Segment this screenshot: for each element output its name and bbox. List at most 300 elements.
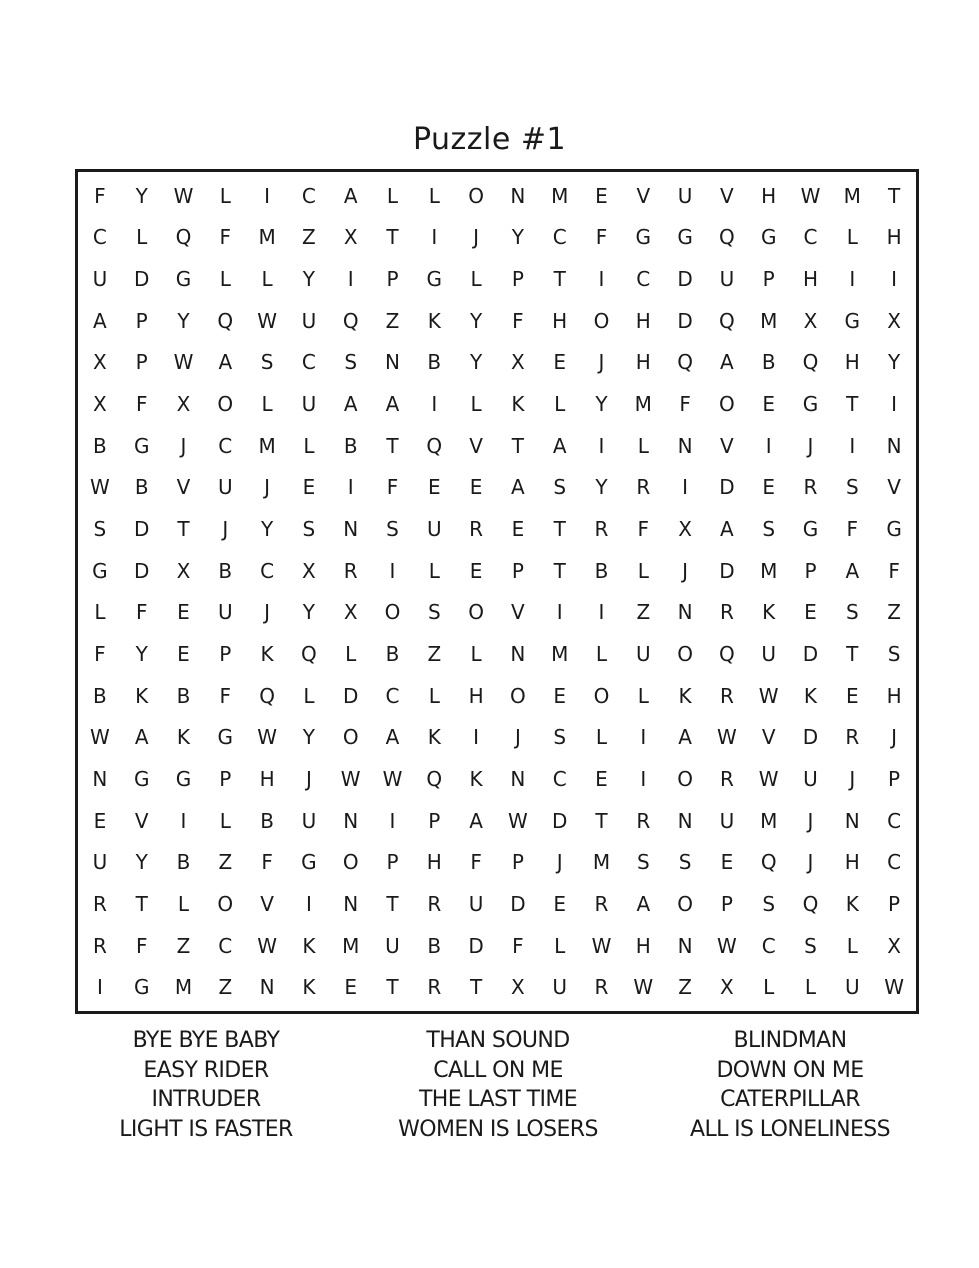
grid-cell[interactable]: G bbox=[635, 225, 652, 250]
grid-cell[interactable]: W bbox=[173, 183, 194, 208]
grid-cell[interactable]: X bbox=[720, 975, 734, 1000]
grid-cell[interactable]: K bbox=[135, 683, 149, 708]
grid-cell[interactable]: F bbox=[219, 683, 232, 708]
grid-cell[interactable]: Y bbox=[887, 350, 901, 375]
grid-cell[interactable]: J bbox=[682, 558, 689, 583]
grid-cell[interactable]: N bbox=[343, 891, 359, 916]
grid-cell[interactable]: P bbox=[428, 808, 441, 833]
grid-cell[interactable]: O bbox=[468, 600, 484, 625]
grid-cell[interactable]: L bbox=[846, 225, 858, 250]
grid-cell[interactable]: M bbox=[760, 808, 778, 833]
grid-cell[interactable]: E bbox=[762, 475, 776, 500]
grid-cell[interactable]: R bbox=[427, 891, 442, 916]
grid-cell[interactable]: Q bbox=[719, 308, 735, 333]
grid-cell[interactable]: V bbox=[761, 725, 776, 750]
grid-cell[interactable]: C bbox=[301, 350, 316, 375]
grid-cell[interactable]: X bbox=[176, 558, 191, 583]
grid-cell[interactable]: U bbox=[92, 267, 108, 292]
grid-cell[interactable]: I bbox=[556, 600, 563, 625]
grid-cell[interactable]: X bbox=[887, 308, 901, 333]
grid-cell[interactable]: P bbox=[219, 641, 232, 666]
grid-cell[interactable]: I bbox=[96, 975, 103, 1000]
grid-cell[interactable]: E bbox=[595, 183, 608, 208]
grid-cell[interactable]: A bbox=[469, 808, 483, 833]
grid-cell[interactable]: E bbox=[720, 850, 734, 875]
grid-cell[interactable]: R bbox=[719, 766, 734, 791]
grid-cell[interactable]: U bbox=[426, 517, 442, 542]
grid-cell[interactable]: L bbox=[345, 641, 357, 666]
grid-cell[interactable]: J bbox=[180, 433, 187, 458]
grid-cell[interactable]: D bbox=[802, 725, 819, 750]
grid-cell[interactable]: K bbox=[762, 600, 776, 625]
grid-cell[interactable]: I bbox=[891, 392, 898, 417]
grid-cell[interactable]: G bbox=[133, 433, 150, 458]
grid-cell[interactable]: G bbox=[133, 975, 150, 1000]
grid-cell[interactable]: L bbox=[177, 891, 190, 916]
grid-cell[interactable]: H bbox=[635, 350, 651, 375]
grid-cell[interactable]: W bbox=[633, 975, 654, 1000]
grid-cell[interactable]: U bbox=[552, 975, 568, 1000]
grid-cell[interactable]: D bbox=[133, 517, 150, 542]
grid-cell[interactable]: I bbox=[431, 392, 438, 417]
grid-cell[interactable]: C bbox=[803, 225, 818, 250]
grid-cell[interactable]: B bbox=[93, 433, 107, 458]
grid-cell[interactable]: R bbox=[636, 475, 651, 500]
grid-cell[interactable]: L bbox=[219, 267, 231, 292]
grid-cell[interactable]: J bbox=[807, 433, 814, 458]
grid-cell[interactable]: N bbox=[510, 641, 526, 666]
grid-cell[interactable]: L bbox=[846, 933, 858, 958]
grid-cell[interactable]: T bbox=[553, 267, 566, 292]
grid-cell[interactable]: I bbox=[473, 725, 480, 750]
grid-cell[interactable]: O bbox=[217, 891, 234, 916]
grid-cell[interactable]: G bbox=[133, 766, 150, 791]
grid-cell[interactable]: J bbox=[891, 725, 898, 750]
grid-cell[interactable]: D bbox=[677, 267, 693, 292]
grid-cell[interactable]: H bbox=[468, 683, 484, 708]
grid-cell[interactable]: R bbox=[92, 933, 107, 958]
grid-cell[interactable]: F bbox=[679, 392, 691, 417]
grid-cell[interactable]: S bbox=[302, 517, 316, 542]
grid-cell[interactable]: O bbox=[677, 641, 693, 666]
grid-cell[interactable]: N bbox=[677, 433, 693, 458]
grid-cell[interactable]: E bbox=[177, 641, 190, 666]
grid-cell[interactable]: S bbox=[386, 517, 399, 542]
grid-cell[interactable]: L bbox=[428, 558, 440, 583]
grid-cell[interactable]: I bbox=[765, 433, 772, 458]
grid-cell[interactable]: T bbox=[595, 808, 608, 833]
grid-cell[interactable]: X bbox=[887, 933, 901, 958]
grid-cell[interactable]: R bbox=[469, 517, 484, 542]
grid-cell[interactable]: M bbox=[258, 225, 276, 250]
grid-cell[interactable]: M bbox=[634, 392, 652, 417]
grid-cell[interactable]: R bbox=[636, 808, 651, 833]
grid-cell[interactable]: V bbox=[469, 433, 483, 458]
grid-cell[interactable]: F bbox=[135, 600, 148, 625]
grid-cell[interactable]: A bbox=[511, 475, 525, 500]
grid-cell[interactable]: Y bbox=[595, 392, 608, 417]
grid-cell[interactable]: F bbox=[512, 933, 524, 958]
grid-cell[interactable]: L bbox=[595, 641, 608, 666]
grid-cell[interactable]: F bbox=[637, 517, 650, 542]
grid-cell[interactable]: F bbox=[219, 225, 232, 250]
grid-cell[interactable]: W bbox=[173, 350, 194, 375]
grid-cell[interactable]: K bbox=[845, 891, 859, 916]
grid-cell[interactable]: I bbox=[347, 475, 354, 500]
grid-cell[interactable]: L bbox=[428, 683, 440, 708]
grid-cell[interactable]: T bbox=[386, 975, 399, 1000]
grid-cell[interactable]: D bbox=[719, 558, 735, 583]
grid-cell[interactable]: F bbox=[470, 850, 482, 875]
grid-cell[interactable]: O bbox=[510, 683, 526, 708]
grid-cell[interactable]: Q bbox=[426, 766, 443, 791]
grid-cell[interactable]: Q bbox=[301, 641, 317, 666]
grid-cell[interactable]: U bbox=[803, 766, 818, 791]
grid-cell[interactable]: I bbox=[849, 267, 856, 292]
grid-cell[interactable]: W bbox=[508, 808, 528, 833]
grid-cell[interactable]: M bbox=[760, 558, 778, 583]
grid-cell[interactable]: T bbox=[887, 183, 901, 208]
grid-cell[interactable]: V bbox=[134, 808, 149, 833]
grid-cell[interactable]: A bbox=[134, 725, 149, 750]
grid-cell[interactable]: L bbox=[94, 600, 106, 625]
grid-cell[interactable]: G bbox=[217, 725, 234, 750]
grid-cell[interactable]: R bbox=[845, 725, 860, 750]
grid-cell[interactable]: T bbox=[386, 433, 399, 458]
grid-cell[interactable]: N bbox=[510, 766, 526, 791]
grid-cell[interactable]: F bbox=[261, 850, 273, 875]
grid-cell[interactable]: S bbox=[678, 850, 692, 875]
grid-cell[interactable]: A bbox=[552, 433, 567, 458]
grid-cell[interactable]: M bbox=[342, 933, 360, 958]
grid-cell[interactable]: H bbox=[552, 308, 568, 333]
grid-cell[interactable]: G bbox=[92, 558, 108, 583]
grid-cell[interactable]: G bbox=[426, 267, 443, 292]
grid-cell[interactable]: L bbox=[470, 267, 482, 292]
grid-cell[interactable]: G bbox=[844, 308, 861, 333]
grid-cell[interactable]: P bbox=[511, 558, 524, 583]
grid-cell[interactable]: F bbox=[595, 225, 608, 250]
grid-cell[interactable]: N bbox=[677, 600, 693, 625]
grid-cell[interactable]: I bbox=[305, 891, 312, 916]
grid-cell[interactable]: M bbox=[760, 308, 778, 333]
grid-cell[interactable]: Z bbox=[176, 933, 191, 958]
grid-cell[interactable]: F bbox=[846, 517, 859, 542]
grid-cell[interactable]: S bbox=[636, 850, 650, 875]
grid-cell[interactable]: R bbox=[594, 975, 609, 1000]
grid-cell[interactable]: E bbox=[804, 600, 817, 625]
grid-cell[interactable]: Z bbox=[678, 975, 692, 1000]
grid-cell[interactable]: P bbox=[888, 766, 901, 791]
grid-cell[interactable]: O bbox=[593, 308, 610, 333]
grid-cell[interactable]: X bbox=[511, 350, 525, 375]
grid-cell[interactable]: W bbox=[758, 683, 779, 708]
grid-cell[interactable]: A bbox=[720, 350, 734, 375]
grid-cell[interactable]: B bbox=[134, 475, 149, 500]
grid-cell[interactable]: Y bbox=[302, 600, 315, 625]
grid-cell[interactable]: O bbox=[342, 725, 359, 750]
grid-cell[interactable]: Y bbox=[469, 308, 483, 333]
grid-cell[interactable]: Y bbox=[135, 641, 148, 666]
grid-cell[interactable]: V bbox=[176, 475, 191, 500]
grid-cell[interactable]: J bbox=[598, 350, 605, 375]
grid-cell[interactable]: Y bbox=[177, 308, 190, 333]
grid-cell[interactable]: O bbox=[677, 891, 693, 916]
grid-cell[interactable]: L bbox=[303, 433, 315, 458]
grid-cell[interactable]: Q bbox=[719, 225, 735, 250]
grid-cell[interactable]: X bbox=[93, 350, 107, 375]
grid-cell[interactable]: K bbox=[260, 641, 274, 666]
grid-cell[interactable]: G bbox=[175, 267, 192, 292]
grid-cell[interactable]: O bbox=[217, 392, 234, 417]
grid-cell[interactable]: I bbox=[389, 558, 396, 583]
grid-cell[interactable]: B bbox=[93, 683, 107, 708]
grid-cell[interactable]: J bbox=[849, 766, 856, 791]
grid-cell[interactable]: L bbox=[261, 392, 273, 417]
grid-cell[interactable]: W bbox=[591, 933, 612, 958]
grid-cell[interactable]: J bbox=[222, 517, 229, 542]
grid-cell[interactable]: R bbox=[594, 891, 609, 916]
grid-cell[interactable]: V bbox=[720, 433, 734, 458]
grid-cell[interactable]: Y bbox=[302, 267, 315, 292]
grid-cell[interactable]: D bbox=[719, 475, 735, 500]
grid-cell[interactable]: U bbox=[677, 183, 693, 208]
grid-cell[interactable]: U bbox=[719, 267, 735, 292]
grid-cell[interactable]: I bbox=[640, 766, 647, 791]
grid-cell[interactable]: T bbox=[846, 641, 859, 666]
grid-cell[interactable]: L bbox=[637, 433, 649, 458]
grid-cell[interactable]: E bbox=[845, 683, 859, 708]
grid-cell[interactable]: E bbox=[595, 766, 608, 791]
grid-cell[interactable]: K bbox=[427, 725, 441, 750]
grid-cell[interactable]: D bbox=[677, 308, 693, 333]
grid-cell[interactable]: Q bbox=[217, 308, 234, 333]
grid-cell[interactable]: F bbox=[386, 475, 399, 500]
grid-cell[interactable]: Q bbox=[719, 641, 735, 666]
grid-cell[interactable]: O bbox=[342, 850, 359, 875]
grid-cell[interactable]: G bbox=[886, 517, 902, 542]
grid-cell[interactable]: A bbox=[93, 308, 107, 333]
grid-cell[interactable]: S bbox=[93, 517, 107, 542]
grid-cell[interactable]: M bbox=[592, 850, 611, 875]
grid-cell[interactable]: P bbox=[135, 350, 148, 375]
grid-cell[interactable]: X bbox=[678, 517, 692, 542]
grid-cell[interactable]: X bbox=[176, 392, 191, 417]
grid-cell[interactable]: U bbox=[301, 808, 317, 833]
grid-cell[interactable]: N bbox=[92, 766, 108, 791]
grid-cell[interactable]: N bbox=[343, 808, 359, 833]
grid-cell[interactable]: C bbox=[552, 766, 567, 791]
grid-cell[interactable]: F bbox=[135, 933, 148, 958]
grid-cell[interactable]: U bbox=[761, 641, 777, 666]
grid-cell[interactable]: S bbox=[804, 933, 817, 958]
grid-cell[interactable]: C bbox=[552, 225, 567, 250]
grid-cell[interactable]: B bbox=[427, 933, 442, 958]
grid-cell[interactable]: S bbox=[845, 475, 859, 500]
grid-cell[interactable]: R bbox=[343, 558, 358, 583]
grid-cell[interactable]: I bbox=[431, 225, 438, 250]
grid-cell[interactable]: Y bbox=[302, 725, 315, 750]
grid-cell[interactable]: E bbox=[511, 517, 525, 542]
grid-cell[interactable]: I bbox=[180, 808, 187, 833]
grid-cell[interactable]: P bbox=[386, 267, 399, 292]
grid-cell[interactable]: Z bbox=[385, 308, 400, 333]
grid-cell[interactable]: G bbox=[175, 766, 192, 791]
grid-cell[interactable]: O bbox=[384, 600, 401, 625]
grid-cell[interactable]: I bbox=[598, 267, 605, 292]
grid-cell[interactable]: A bbox=[385, 725, 400, 750]
grid-cell[interactable]: U bbox=[635, 641, 651, 666]
grid-cell[interactable]: L bbox=[428, 183, 440, 208]
grid-cell[interactable]: N bbox=[844, 808, 860, 833]
grid-cell[interactable]: M bbox=[551, 183, 569, 208]
grid-cell[interactable]: U bbox=[301, 392, 317, 417]
grid-cell[interactable]: F bbox=[135, 392, 148, 417]
grid-cell[interactable]: L bbox=[470, 392, 482, 417]
grid-cell[interactable]: E bbox=[344, 975, 358, 1000]
grid-cell[interactable]: Y bbox=[469, 350, 483, 375]
grid-cell[interactable]: K bbox=[302, 933, 316, 958]
grid-cell[interactable]: U bbox=[92, 850, 108, 875]
grid-cell[interactable]: T bbox=[469, 975, 483, 1000]
grid-cell[interactable]: Y bbox=[511, 225, 524, 250]
grid-cell[interactable]: C bbox=[385, 683, 400, 708]
grid-cell[interactable]: W bbox=[884, 975, 904, 1000]
grid-cell[interactable]: P bbox=[135, 308, 148, 333]
grid-cell[interactable]: S bbox=[845, 600, 859, 625]
grid-cell[interactable]: U bbox=[385, 933, 400, 958]
grid-cell[interactable]: L bbox=[595, 725, 608, 750]
grid-cell[interactable]: Z bbox=[636, 600, 651, 625]
grid-cell[interactable]: S bbox=[553, 475, 567, 500]
grid-cell[interactable]: S bbox=[762, 517, 776, 542]
grid-cell[interactable]: X bbox=[343, 225, 358, 250]
grid-cell[interactable]: X bbox=[803, 308, 818, 333]
grid-cell[interactable]: A bbox=[343, 392, 358, 417]
grid-cell[interactable]: B bbox=[427, 350, 442, 375]
grid-cell[interactable]: R bbox=[719, 683, 734, 708]
grid-cell[interactable]: V bbox=[720, 183, 734, 208]
grid-cell[interactable]: O bbox=[593, 683, 610, 708]
grid-cell[interactable]: K bbox=[678, 683, 692, 708]
grid-cell[interactable]: I bbox=[598, 433, 605, 458]
grid-cell[interactable]: A bbox=[218, 350, 233, 375]
grid-cell[interactable]: Q bbox=[342, 308, 359, 333]
grid-cell[interactable]: H bbox=[635, 308, 651, 333]
grid-cell[interactable]: L bbox=[136, 225, 148, 250]
grid-cell[interactable]: Z bbox=[427, 641, 442, 666]
grid-cell[interactable]: S bbox=[762, 891, 776, 916]
grid-cell[interactable]: G bbox=[802, 392, 819, 417]
grid-cell[interactable]: U bbox=[301, 308, 317, 333]
grid-cell[interactable]: M bbox=[174, 975, 193, 1000]
grid-cell[interactable]: Y bbox=[260, 517, 274, 542]
grid-cell[interactable]: D bbox=[468, 933, 484, 958]
grid-cell[interactable]: W bbox=[90, 725, 110, 750]
grid-cell[interactable]: L bbox=[554, 933, 566, 958]
grid-cell[interactable]: J bbox=[264, 600, 271, 625]
grid-cell[interactable]: T bbox=[511, 433, 524, 458]
grid-cell[interactable]: P bbox=[804, 558, 817, 583]
grid-cell[interactable]: Z bbox=[887, 600, 901, 625]
grid-cell[interactable]: I bbox=[640, 725, 647, 750]
grid-cell[interactable]: T bbox=[386, 225, 399, 250]
grid-cell[interactable]: O bbox=[677, 766, 693, 791]
grid-cell[interactable]: D bbox=[510, 891, 526, 916]
grid-cell[interactable]: N bbox=[886, 433, 902, 458]
grid-cell[interactable]: V bbox=[260, 891, 274, 916]
grid-cell[interactable]: B bbox=[594, 558, 609, 583]
grid-cell[interactable]: D bbox=[133, 267, 150, 292]
grid-cell[interactable]: F bbox=[94, 183, 106, 208]
grid-cell[interactable]: I bbox=[389, 808, 396, 833]
grid-cell[interactable]: K bbox=[302, 975, 316, 1000]
grid-cell[interactable]: N bbox=[510, 183, 526, 208]
grid-cell[interactable]: B bbox=[761, 350, 776, 375]
grid-cell[interactable]: U bbox=[217, 475, 233, 500]
grid-cell[interactable]: Q bbox=[259, 683, 275, 708]
grid-cell[interactable]: L bbox=[637, 558, 649, 583]
grid-cell[interactable]: W bbox=[717, 933, 737, 958]
grid-cell[interactable]: H bbox=[802, 267, 819, 292]
grid-cell[interactable]: I bbox=[682, 475, 689, 500]
grid-cell[interactable]: E bbox=[302, 475, 316, 500]
grid-cell[interactable]: E bbox=[469, 558, 483, 583]
grid-cell[interactable]: B bbox=[218, 558, 233, 583]
grid-cell[interactable]: H bbox=[761, 183, 777, 208]
grid-cell[interactable]: P bbox=[888, 891, 901, 916]
grid-cell[interactable]: W bbox=[257, 308, 277, 333]
grid-cell[interactable]: C bbox=[636, 267, 651, 292]
grid-cell[interactable]: Q bbox=[175, 225, 192, 250]
grid-cell[interactable]: H bbox=[259, 766, 275, 791]
grid-cell[interactable]: V bbox=[887, 475, 901, 500]
grid-cell[interactable]: A bbox=[678, 725, 692, 750]
grid-cell[interactable]: N bbox=[385, 350, 400, 375]
grid-cell[interactable]: C bbox=[887, 808, 902, 833]
grid-cell[interactable]: U bbox=[719, 808, 735, 833]
grid-cell[interactable]: F bbox=[888, 558, 900, 583]
grid-cell[interactable]: G bbox=[802, 517, 819, 542]
grid-cell[interactable]: A bbox=[720, 517, 734, 542]
grid-cell[interactable]: T bbox=[846, 392, 859, 417]
grid-cell[interactable]: T bbox=[553, 517, 566, 542]
grid-cell[interactable]: B bbox=[385, 641, 400, 666]
grid-cell[interactable]: O bbox=[468, 183, 484, 208]
grid-cell[interactable]: H bbox=[635, 933, 651, 958]
grid-cell[interactable]: O bbox=[719, 392, 735, 417]
grid-cell[interactable]: N bbox=[677, 808, 693, 833]
grid-cell[interactable]: W bbox=[717, 725, 737, 750]
grid-cell[interactable]: L bbox=[637, 683, 649, 708]
grid-cell[interactable]: P bbox=[386, 850, 399, 875]
grid-cell[interactable]: G bbox=[677, 225, 693, 250]
grid-cell[interactable]: E bbox=[177, 600, 190, 625]
grid-cell[interactable]: S bbox=[260, 350, 274, 375]
grid-cell[interactable]: Y bbox=[135, 850, 148, 875]
grid-cell[interactable]: H bbox=[844, 850, 860, 875]
grid-cell[interactable]: H bbox=[844, 350, 860, 375]
grid-cell[interactable]: C bbox=[260, 558, 275, 583]
grid-cell[interactable]: N bbox=[677, 933, 693, 958]
grid-cell[interactable]: L bbox=[303, 683, 315, 708]
grid-cell[interactable]: L bbox=[219, 808, 231, 833]
grid-cell[interactable]: I bbox=[849, 433, 856, 458]
grid-cell[interactable]: U bbox=[217, 600, 233, 625]
grid-cell[interactable]: S bbox=[887, 641, 901, 666]
grid-cell[interactable]: S bbox=[344, 350, 358, 375]
grid-cell[interactable]: D bbox=[551, 808, 568, 833]
